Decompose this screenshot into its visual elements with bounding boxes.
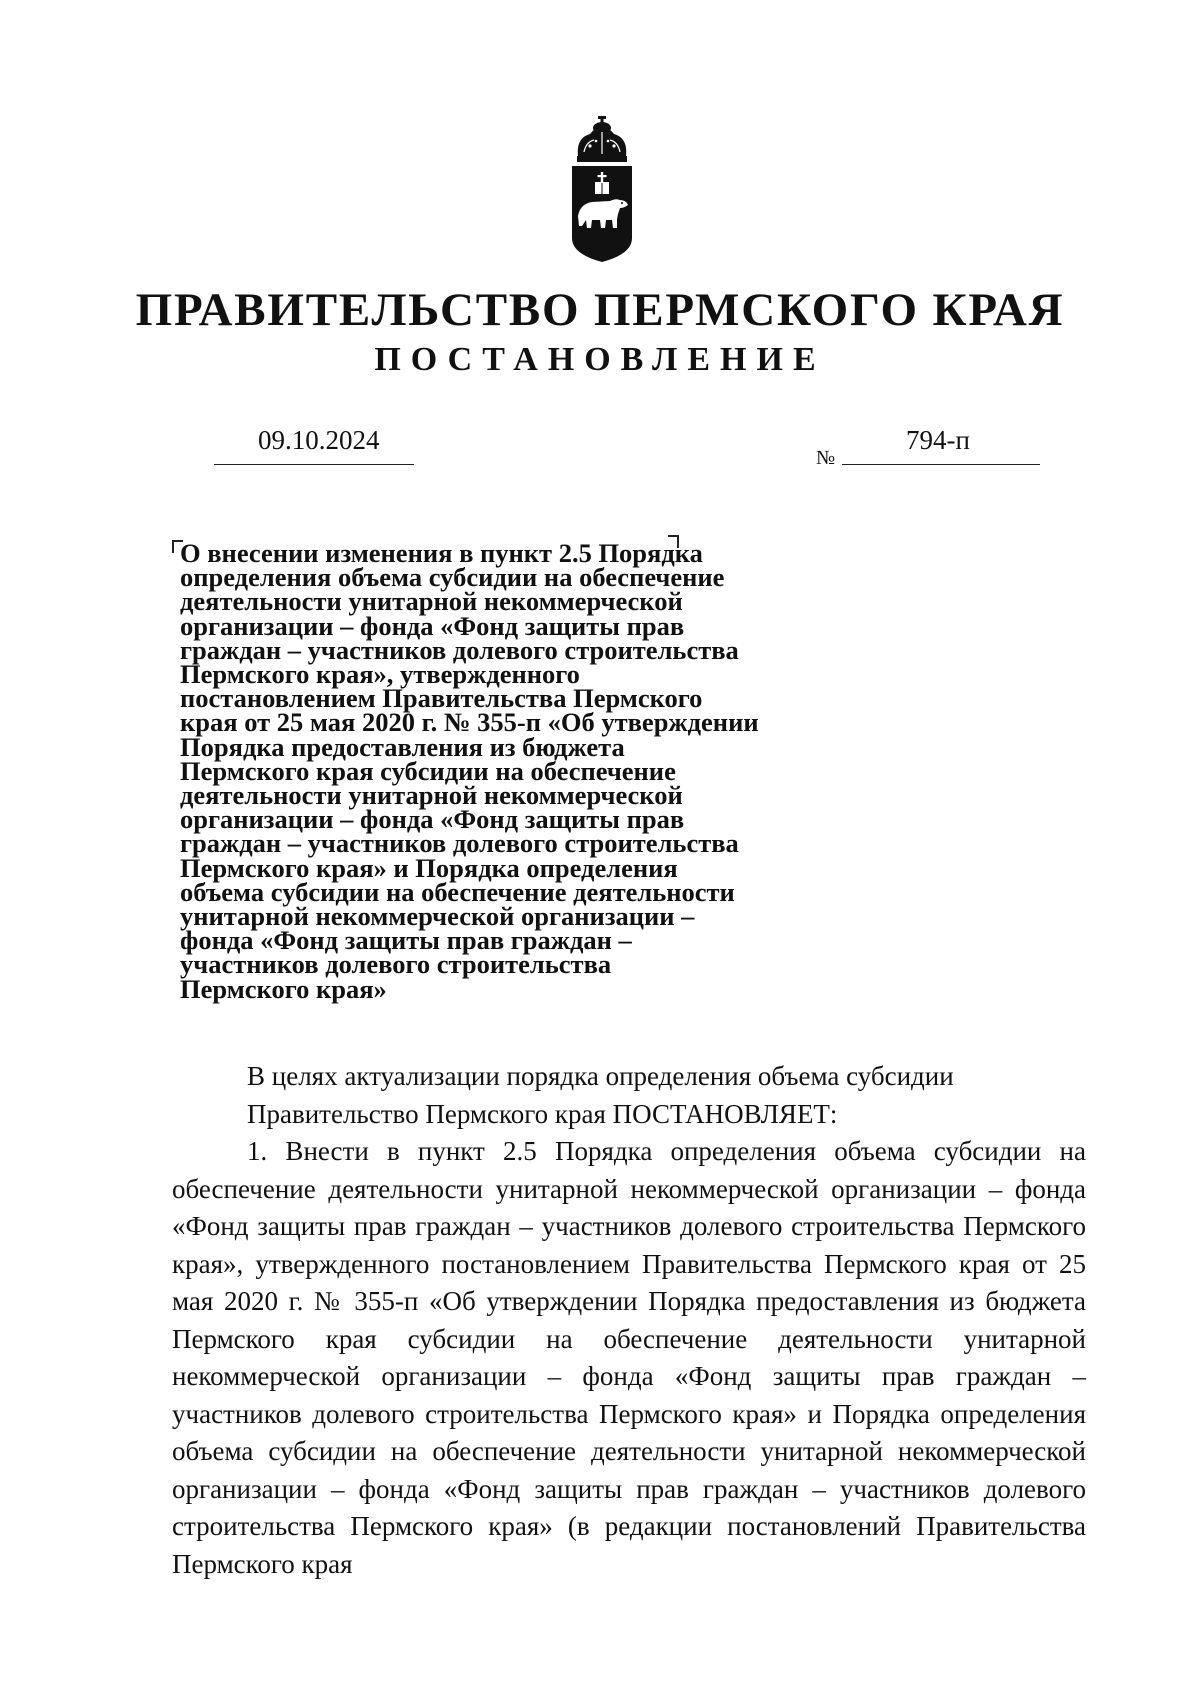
body-paragraph-resolves: Правительство Пермского края ПОСТАНОВЛЯЕТ: bbox=[247, 1098, 838, 1129]
document-body bbox=[172, 1058, 1086, 1583]
coat-of-arms-icon bbox=[564, 116, 640, 264]
document-number: 794-п bbox=[906, 425, 970, 455]
number-underline bbox=[842, 464, 1040, 465]
date-underline bbox=[214, 464, 414, 465]
body-paragraph-purpose: В целях актуализации порядка определения объема субсидии bbox=[247, 1061, 954, 1091]
body-paragraph-item-1: 1. Внести в пункт 2.5 Порядка определения объема субсидии на обеспечение деятельности унитарной некоммерческой организации – фонда «Фонд защиты прав граждан – участников долевого строительства Пермского края», утвержденного постановлением Правительства Пермского края от 25 мая 2020 г. № 355-п «Об утверждении Порядка предоставления из бюджета Пермского края субсидии на обеспечение деятельности унитарной некоммерческой организации – фонда «Фонд защиты прав граждан – участников долевого строительства Пермского края» и Порядка определения объема субсидии на обеспечение деятельности унитарной некоммерческой организации – фонда «Фонд защиты прав граждан – участников долевого строительства Пермского края» (в редакции постановлений Правительства Пермского края bbox=[172, 1136, 1086, 1579]
organization-title: ПРАВИТЕЛЬСТВО ПЕРМСКОГО КРАЯ bbox=[135, 284, 1065, 336]
document-subject-title: О внесении изменения в пункт 2.5 Порядка определения объема субсидии на обеспечение деятельности унитарной некоммерческой организации – фонда «Фонд защиты прав граждан – участников долевого строительства Пермского края», утвержденного постановлением Правительства Пермского края от 25 мая 2020 г. № 355-п «Об утверждении Порядка предоставления из бюджета Пермского края субсидии на обеспечение деятельности унитарной некоммерческой организации – фонда «Фонд защиты прав граждан – участников долевого строительства Пермского края» и Порядка определения объема субсидии на обеспечение деятельности унитарной некоммерческой организации – фонда «Фонд защиты прав граждан – участников долевого строительства Пермского края» bbox=[180, 538, 759, 1004]
number-sign: № bbox=[816, 447, 836, 469]
document-type-title: ПОСТАНОВЛЕНИЕ bbox=[374, 341, 826, 378]
document-date: 09.10.2024 bbox=[258, 425, 380, 455]
